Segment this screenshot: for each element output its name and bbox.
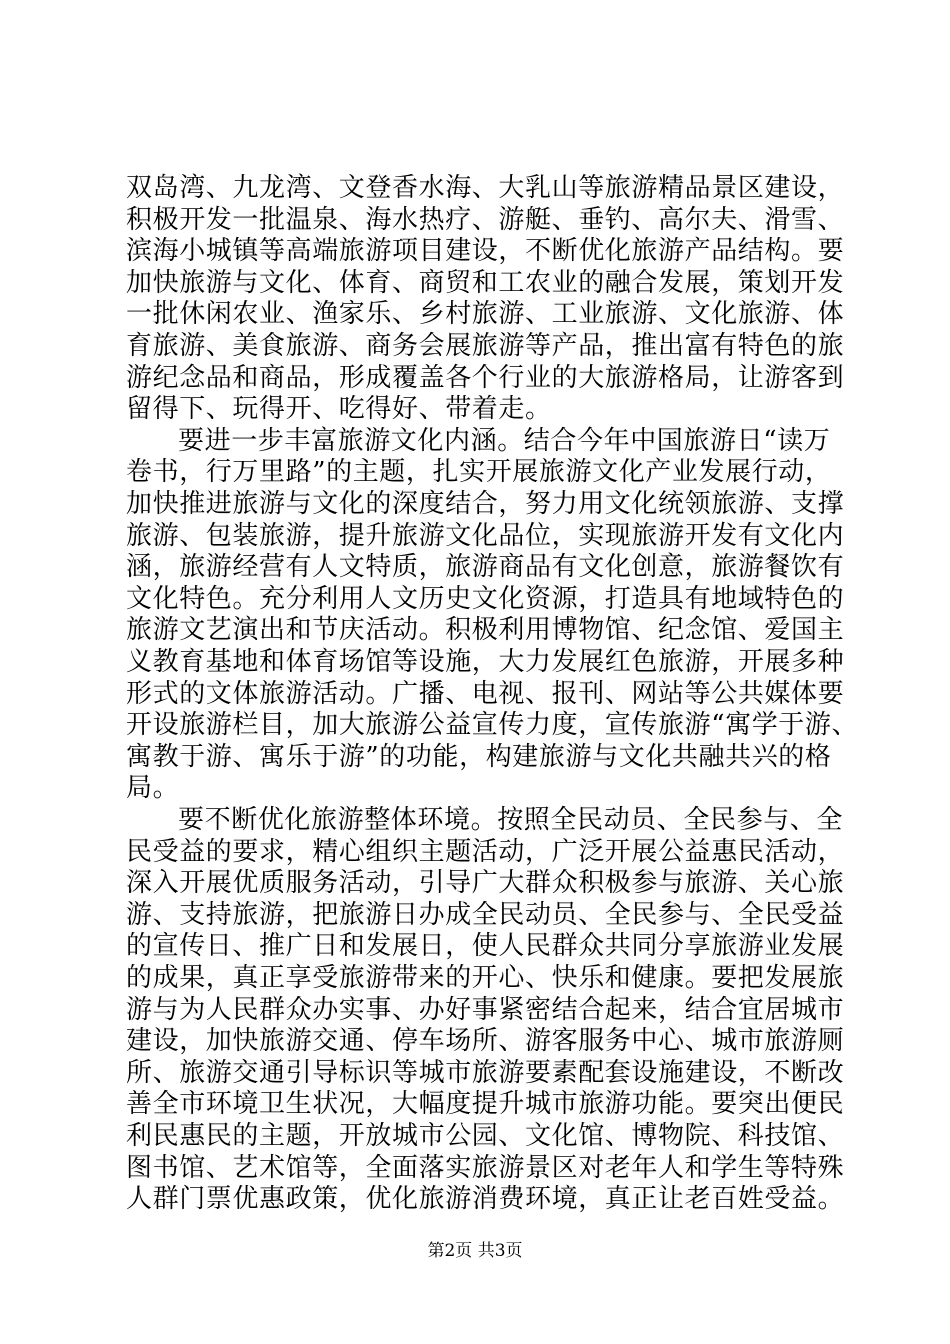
text-line: 图书馆、艺术馆等，全面落实旅游景区对老年人和学生等特殊	[126, 1153, 845, 1183]
text-line: 形式的文体旅游活动。广播、电视、报刊、网站等公共媒体要	[126, 679, 845, 709]
text-line: 建设，加快旅游交通、停车场所、游客服务中心、城市旅游厕	[126, 1026, 845, 1056]
text-line: 积极开发一批温泉、海水热疗、游艇、垂钓、高尔夫、滑雪、	[126, 205, 845, 235]
text-line: 善全市环境卫生状况，大幅度提升城市旅游功能。要突出便民	[126, 1089, 845, 1119]
text-line: 义教育基地和体育场馆等设施，大力发展红色旅游，开展多种	[126, 647, 845, 677]
text-line: 游、支持旅游，把旅游日办成全民动员、全民参与、全民受益	[126, 900, 845, 930]
text-line: 游与为人民群众办实事、办好事紧密结合起来，结合宜居城市	[126, 995, 845, 1025]
text-line: 加快旅游与文化、体育、商贸和工农业的融合发展，策划开发	[126, 268, 845, 298]
text-line: 寓教于游、寓乐于游”的功能，构建旅游与文化共融共兴的格	[126, 742, 832, 772]
text-line: 育旅游、美食旅游、商务会展旅游等产品，推出富有特色的旅	[126, 331, 845, 361]
text-line: 的成果，真正享受旅游带来的开心、快乐和健康。要把发展旅	[126, 963, 845, 993]
text-line: 要不断优化旅游整体环境。按照全民动员、全民参与、全	[178, 805, 844, 835]
text-line: 所、旅游交通引导标识等城市旅游要素配套设施建设，不断改	[126, 1058, 845, 1088]
text-line: 文化特色。充分利用人文历史文化资源，打造具有地域特色的	[126, 584, 845, 614]
text-line: 的宣传日、推广日和发展日，使人民群众共同分享旅游业发展	[126, 931, 845, 961]
text-line: 留得下、玩得开、吃得好、带着走。	[126, 394, 552, 424]
text-line: 要进一步丰富旅游文化内涵。结合今年中国旅游日“读万	[178, 426, 831, 456]
text-line: 涵，旅游经营有人文特质，旅游商品有文化创意，旅游餐饮有	[126, 552, 845, 582]
text-line: 双岛湾、九龙湾、文登香水海、大乳山等旅游精品景区建设，	[126, 173, 845, 203]
text-line: 开设旅游栏目，加大旅游公益宣传力度，宣传旅游“寓学于游、	[126, 710, 859, 740]
text-line: 滨海小城镇等高端旅游项目建设，不断优化旅游产品结构。要	[126, 236, 845, 266]
text-line: 深入开展优质服务活动，引导广大群众积极参与旅游、关心旅	[126, 868, 845, 898]
page-footer: 第2页 共3页	[427, 1241, 523, 1261]
text-line: 利民惠民的主题，开放城市公园、文化馆、博物院、科技馆、	[126, 1121, 845, 1151]
text-line: 卷书，行万里路”的主题，扎实开展旅游文化产业发展行动，	[126, 457, 832, 487]
text-line: 人群门票优惠政策，优化旅游消费环境，真正让老百姓受益。	[126, 1184, 845, 1214]
text-line: 局。	[126, 773, 180, 803]
text-line: 一批休闲农业、渔家乐、乡村旅游、工业旅游、文化旅游、体	[126, 299, 845, 329]
text-line: 旅游文艺演出和节庆活动。积极利用博物馆、纪念馆、爱国主	[126, 615, 845, 645]
text-line: 游纪念品和商品，形成覆盖各个行业的大旅游格局，让游客到	[126, 363, 845, 393]
text-line: 民受益的要求，精心组织主题活动，广泛开展公益惠民活动，	[126, 837, 845, 867]
text-line: 旅游、包装旅游，提升旅游文化品位，实现旅游开发有文化内	[126, 521, 845, 551]
text-line: 加快推进旅游与文化的深度结合，努力用文化统领旅游、支撑	[126, 489, 845, 519]
